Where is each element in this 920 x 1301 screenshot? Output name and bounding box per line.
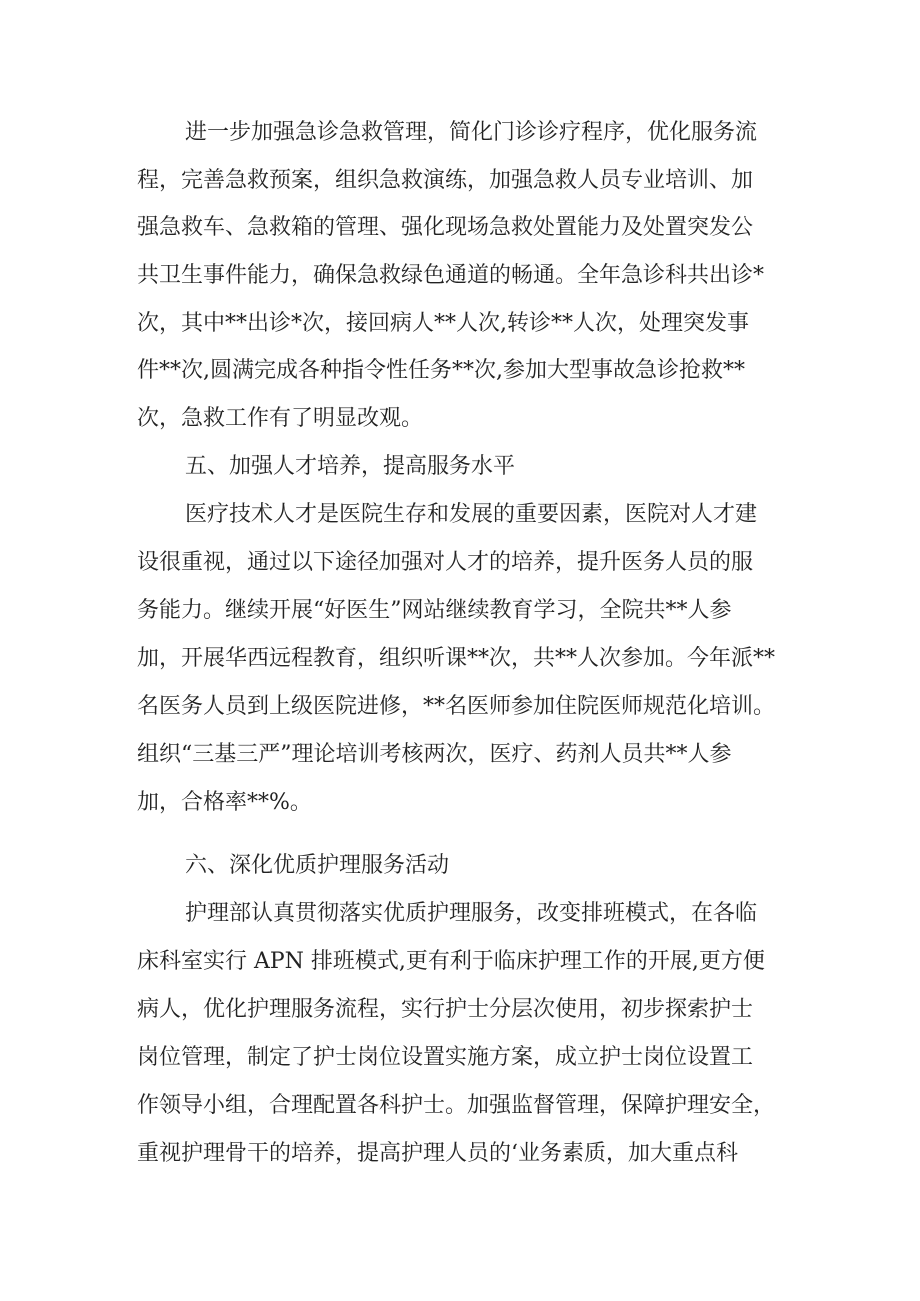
paragraph-line: 重视护理骨干的培养，提高护理人员的‘业务素质，加大重点科 — [137, 1141, 738, 1166]
paragraph-line: 进一步加强急诊急救管理，简化门诊诊疗程序，优化服务流 — [185, 120, 758, 145]
paragraph-line: 名医务人员到上级医院进修，**名医师参加住院医师规范化培训。 — [137, 694, 776, 719]
paragraph-line: 共卫生事件能力，确保急救绿色通道的畅通。全年急诊科共出诊* — [137, 263, 765, 288]
paragraph-line: 次，其中**出诊*次，接回病人**人次,转诊**人次，处理突发事 — [137, 311, 749, 336]
paragraph-line: 作领导小组，合理配置各科护士。加强监督管理，保障护理安全， — [137, 1093, 776, 1118]
section-heading: 六、深化优质护理服务活动 — [185, 853, 450, 878]
paragraph-line: 加，开展华西远程教育，组织听课**次，共**人次参加。今年派** — [137, 646, 776, 671]
paragraph-line: 程，完善急救预案，组织急救演练，加强急救人员专业培训、加 — [137, 168, 754, 193]
paragraph-line: 务能力。继续开展“好医生”网站继续教育学习，全院共**人参 — [137, 598, 732, 623]
paragraph-line: 组织“三基三严”理论培训考核两次，医疗、药剂人员共**人参 — [137, 742, 732, 767]
paragraph-line: 次，急救工作有了明显改观。 — [137, 406, 424, 431]
paragraph-line: 床科室实行 APN 排班模式,更有利于临床护理工作的开展,更方便 — [137, 949, 765, 974]
paragraph-line: 岗位管理，制定了护士岗位设置实施方案，成立护士岗位设置工 — [137, 1045, 754, 1070]
section-heading: 五、加强人才培养，提高服务水平 — [185, 454, 516, 479]
paragraph-line: 病人，优化护理服务流程，实行护士分层次使用，初步探索护士 — [137, 997, 754, 1022]
paragraph-line: 加，合格率**%。 — [137, 790, 312, 815]
paragraph-line: 件**次,圆满完成各种指令性任务**次,参加大型事故急诊抢救** — [137, 358, 745, 383]
paragraph-line: 护理部认真贯彻落实优质护理服务，改变排班模式，在各临 — [185, 901, 758, 926]
paragraph-line: 强急救车、急救箱的管理、强化现场急救处置能力及处置突发公 — [137, 215, 754, 240]
paragraph-line: 设很重视，通过以下途径加强对人才的培养，提升医务人员的服 — [137, 550, 754, 575]
paragraph-line: 医疗技术人才是医院生存和发展的重要因素，医院对人才建 — [185, 502, 758, 527]
